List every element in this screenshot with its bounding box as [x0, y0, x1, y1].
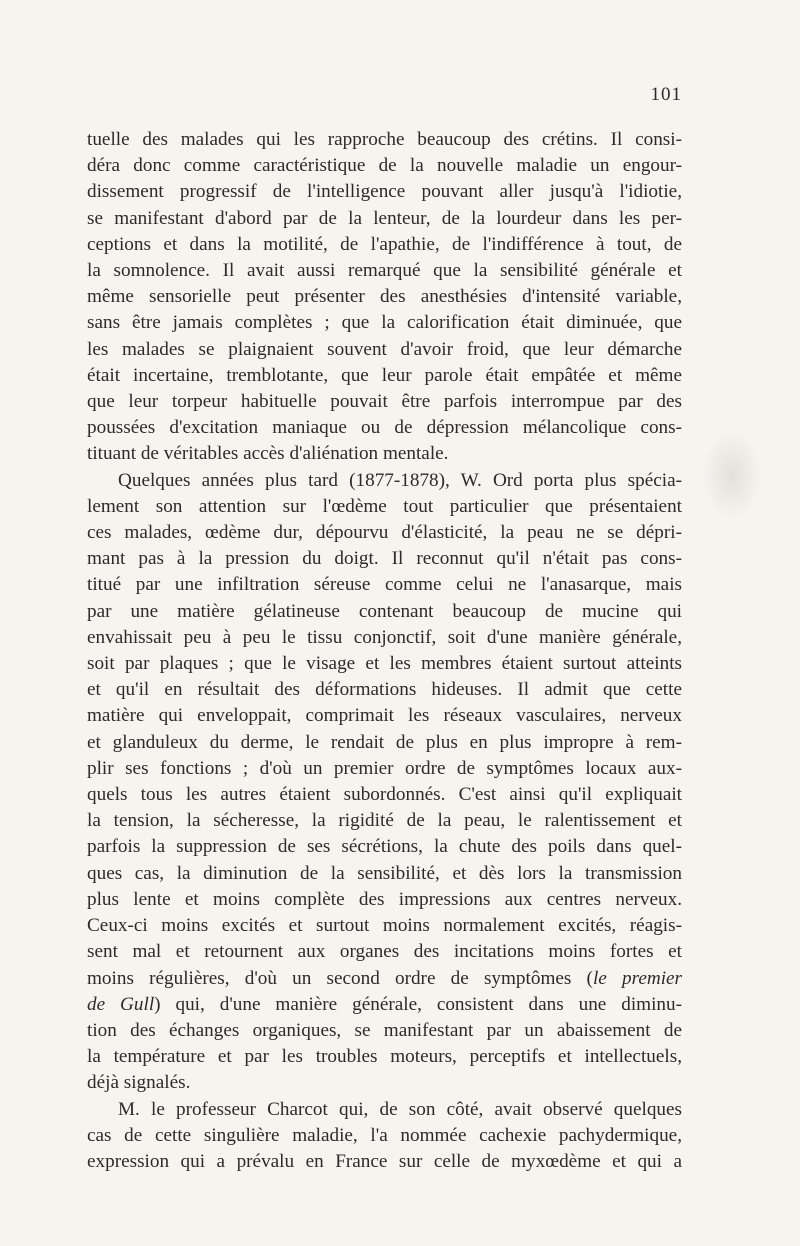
- text-line: mant pas à la pression du doigt. Il reconnut qu'il n'était pas cons-: [87, 548, 682, 570]
- text-line: titué par une infiltration séreuse comme celui ne l'anasarque, mais: [87, 574, 682, 596]
- paragraph-1: [87, 127, 682, 468]
- text-line: déjà signalés.: [87, 1072, 191, 1094]
- paragraph-3: [87, 1097, 682, 1176]
- text-line: tion des échanges organiques, se manifestant par un abaissement de: [87, 1019, 682, 1041]
- text-line: de Gull) qui, d'une manière générale, consistent dans une diminu-: [87, 993, 682, 1015]
- text-line: et qu'il en résultait des déformations hideuses. Il admit que cette: [87, 679, 682, 701]
- text-line: quels tous les autres étaient subordonnés. C'est ainsi qu'il expliquait: [87, 784, 682, 806]
- text-line: même sensorielle peut présenter des anesthésies d'intensité variable,: [87, 286, 682, 308]
- paragraph-2: [87, 468, 682, 1097]
- text-line: plus lente et moins complète des impressions aux centres nerveux.: [87, 888, 682, 910]
- text-line: lement son attention sur l'œdème tout particulier que présentaient: [87, 495, 682, 517]
- italic-fragment: de Gull: [87, 993, 155, 1015]
- text-line: ces malades, œdème dur, dépourvu d'élasticité, la peau ne se dépri-: [87, 522, 682, 544]
- text-line: la température et par les troubles moteurs, perceptifs et intellectuels,: [87, 1046, 682, 1068]
- text-line: que leur torpeur habituelle pouvait être parfois interrompue par des: [87, 391, 682, 413]
- text-line: parfois la suppression de ses sécrétions, la chute des poils dans quel-: [87, 836, 682, 858]
- text-line: dissement progressif de l'intelligence pouvant aller jusqu'à l'idiotie,: [87, 181, 682, 203]
- text-line: ceptions et dans la motilité, de l'apathie, de l'indifférence à tout, de: [87, 233, 682, 255]
- text-line: tituant de véritables accès d'aliénation mentale.: [87, 443, 449, 465]
- body-text: [87, 127, 682, 1175]
- italic-fragment: le premier: [592, 967, 683, 989]
- text-line: expression qui a prévalu en France sur celle de myxœdème et qui a: [87, 1150, 682, 1172]
- text-line: cas de cette singulière maladie, l'a nommée cachexie pachydermique,: [87, 1124, 682, 1146]
- text-line: tuelle des malades qui les rapproche beaucoup des crétins. Il consi-: [87, 129, 682, 150]
- text-line: la tension, la sécheresse, la rigidité de la peau, le ralentissement et: [87, 810, 682, 832]
- text-line: envahissait peu à peu le tissu conjonctif, soit d'une manière générale,: [87, 626, 682, 648]
- text-line: était incertaine, tremblotante, que leur parole était empâtée et même: [87, 364, 682, 386]
- text-line: ques cas, la diminution de la sensibilité, et dès lors la transmission: [87, 862, 682, 884]
- text-line: matière qui enveloppait, comprimait les réseaux vasculaires, nerveux: [87, 705, 682, 727]
- page-number: 101: [650, 84, 682, 105]
- text-line: sans être jamais complètes ; que la calorification était diminuée, que: [87, 312, 682, 334]
- text-line: soit par plaques ; que le visage et les membres étaient surtout atteints: [87, 653, 682, 675]
- text-line: et glanduleux du derme, le rendait de plus en plus impropre à rem-: [87, 731, 682, 753]
- text-line: les malades se plaignaient souvent d'avoir froid, que leur démarche: [87, 338, 682, 360]
- text-line: poussées d'excitation maniaque ou de dépression mélancolique cons-: [87, 417, 682, 439]
- text-line: se manifestant d'abord par de la lenteur, de la lourdeur dans les per-: [87, 207, 682, 229]
- text-fragment: moins régulières, d'où un second ordre de symptômes (: [87, 967, 593, 989]
- text-line: la somnolence. Il avait aussi remarqué que la sensibilité générale et: [87, 260, 682, 282]
- text-line-with-italic: [87, 966, 682, 992]
- text-line: par une matière gélatineuse contenant beaucoup de mucine qui: [87, 600, 682, 622]
- text-line: M. le professeur Charcot qui, de son côté, avait observé quelques: [118, 1098, 682, 1120]
- text-line: plir ses fonctions ; d'où un premier ordre de symptômes locaux aux-: [87, 757, 682, 779]
- text-line: sent mal et retournent aux organes des incitations moins fortes et: [87, 941, 682, 963]
- text-line: Ceux-ci moins excités et surtout moins normalement excités, réagis-: [87, 915, 682, 937]
- margin-smudge: [702, 430, 762, 520]
- text-line: déra donc comme caractéristique de la nouvelle maladie un engour-: [87, 155, 682, 177]
- text-line: Quelques années plus tard (1877-1878), W. Ord porta plus spécia-: [118, 469, 682, 491]
